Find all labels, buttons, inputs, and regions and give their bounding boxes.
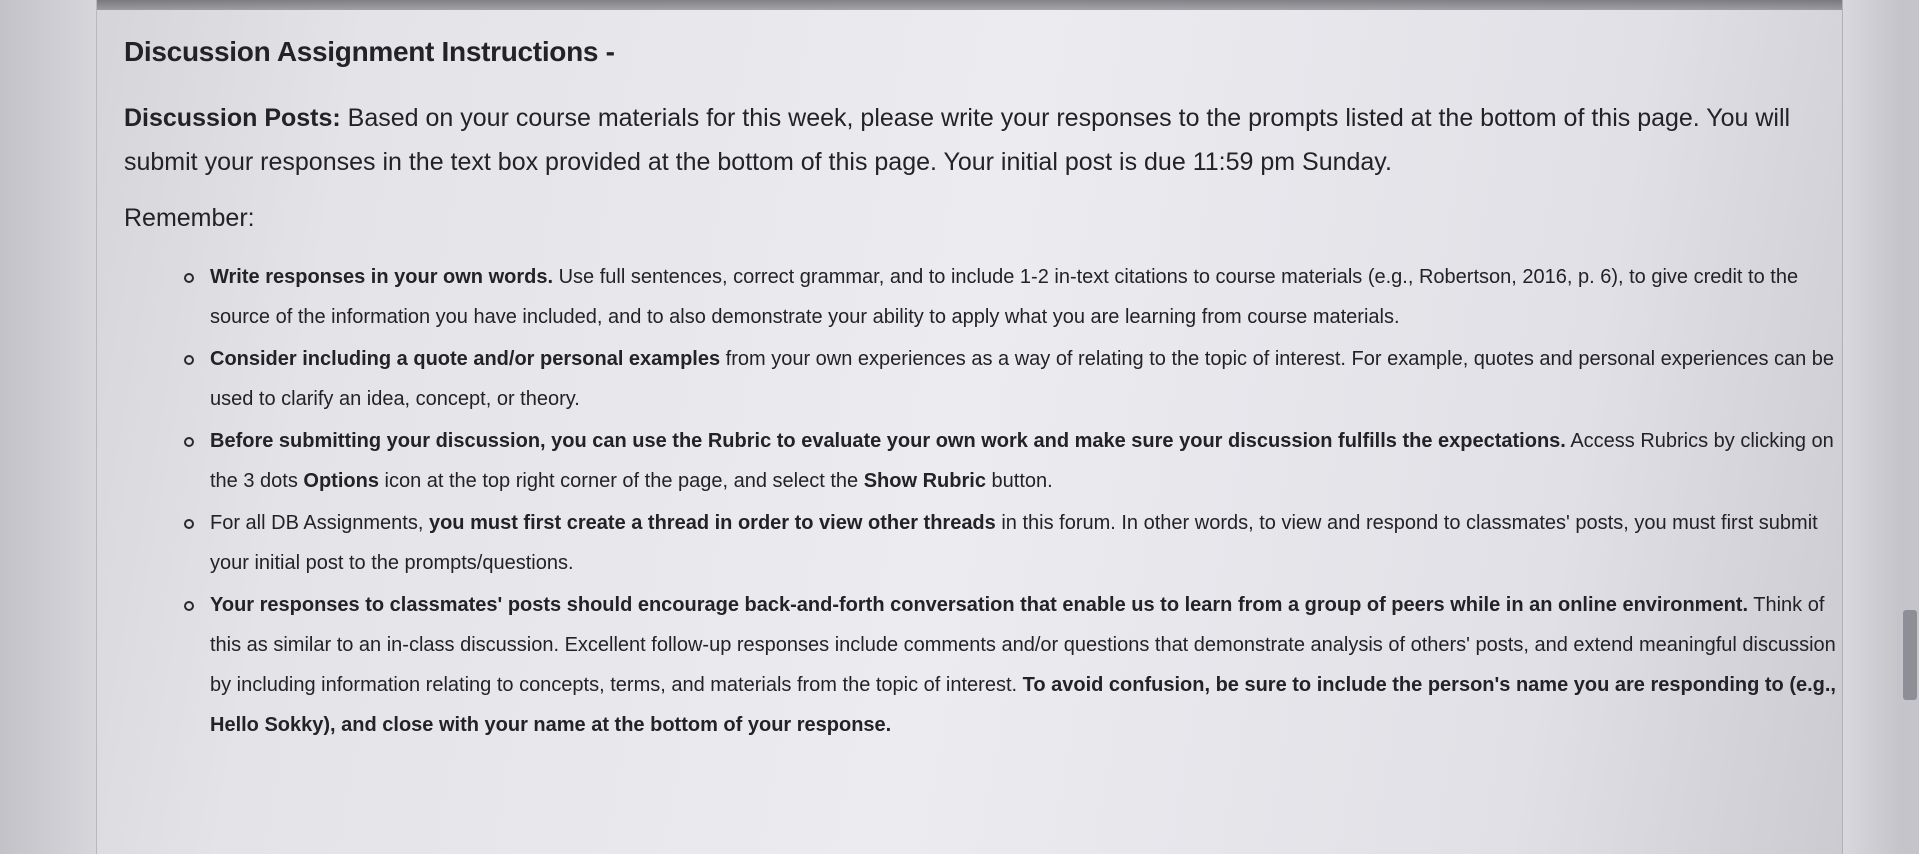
rule-bold: Before submitting your discussion, you can use the Rubric to evaluate your own work and make sure your discussion fulfills the expectations. [210,430,1566,452]
bullet-icon [184,355,194,365]
rule-bold: Write responses in your own words. [210,266,554,288]
rule-text: from your own experiences as a way of relating to the topic of interest. For example, quotes and personal experiences can be used to clarify an idea, concept, or theory. [210,348,1835,410]
list-item [184,339,1844,419]
list-item [184,585,1844,745]
list-item [184,503,1844,583]
intro-text: Based on your course materials for this week, please write your responses to the prompts listed at the bottom of this page. You will submit your responses in the text box provided at the bottom of this page. Your initial post is due 11:59 pm Sunday. [124,104,1791,176]
rule-bold: To avoid confusion, be sure to include the person's name you are responding to (e.g., Hello Sokky), and close with your name at the bottom of your response. [210,674,1836,736]
options-label: Options [303,470,379,492]
bullet-icon [184,437,194,447]
rule-text: in this forum. In other words, to view and respond to classmates' posts, you must first submit your initial post to the prompts/questions. [210,512,1818,574]
rule-text: Use full sentences, correct grammar, and to include 1-2 in-text citations to course materials (e.g., Robertson, 2016, p. 6), to give credit to the source of the information you have included, and to also demonstrate your ability to apply what you are learning from course materials. [210,266,1799,328]
rule-text: Access Rubrics by clicking on the 3 dots [210,430,1834,492]
scrollbar-thumb[interactable] [1903,610,1917,700]
discussion-instructions [124,36,1844,747]
list-item [184,421,1844,501]
show-rubric-label: Show Rubric [863,470,986,492]
rule-bold: Consider including a quote and/or personal examples [210,348,721,370]
bullet-icon [184,273,194,283]
rules-list [124,257,1844,745]
rule-text: For all DB Assignments, [210,512,429,534]
rule-bold: Your responses to classmates' posts should encourage back-and-forth conversation that enable us to learn from a group of peers while in an online environment. [210,594,1749,616]
bullet-icon [184,601,194,611]
right-gutter [1842,0,1919,854]
scrollbar[interactable] [1901,0,1919,854]
rule-text: icon at the top right corner of the page, and select the [378,470,864,492]
intro-paragraph [124,96,1844,184]
intro-label: Discussion Posts: [124,104,341,132]
rule-text: Think of this as similar to an in-class discussion. Excellent follow-up responses include comments and/or questions that demonstrate analysis of others' posts, and extend meaningful discussion by including information relating to concepts, terms, and materials from the topic of interest. [210,594,1836,696]
remember-label: Remember: [124,204,255,232]
rule-bold: you must first create a thread in order to view other threads [428,512,996,534]
list-item [184,257,1844,337]
page-header-strip [96,0,1844,10]
left-gutter [0,0,97,854]
bullet-icon [184,519,194,529]
rule-text: button. [985,470,1053,492]
page-title: Discussion Assignment Instructions - [124,36,615,67]
